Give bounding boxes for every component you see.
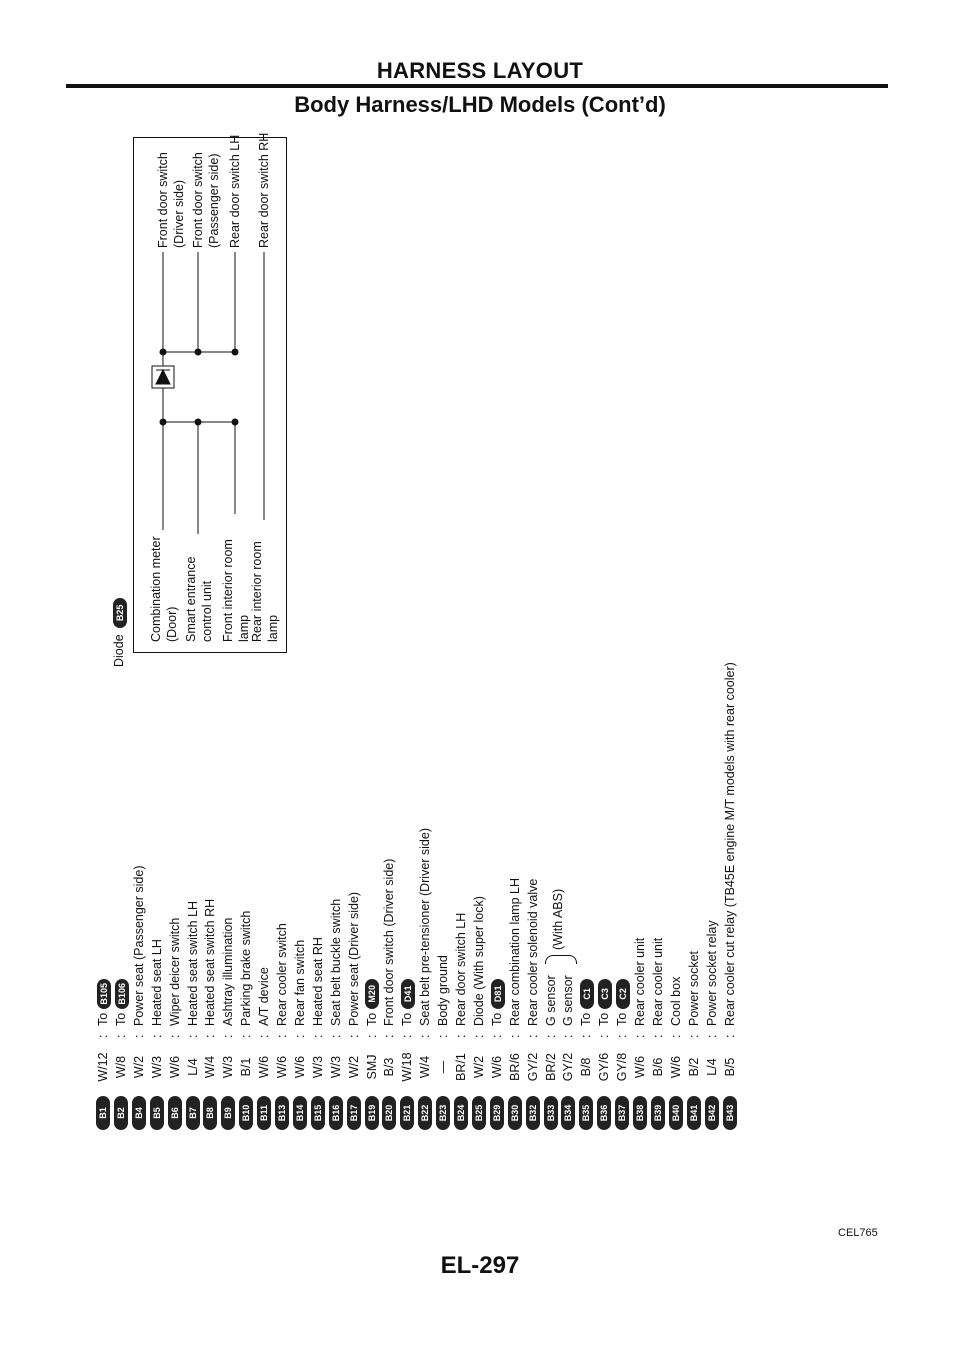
connector-description	[219, 918, 237, 1026]
junction-dot	[160, 349, 167, 356]
wire-color: W/12	[96, 1052, 110, 1082]
description-text: Rear cooler switch	[275, 923, 289, 1026]
label-line: lamp	[237, 614, 251, 642]
connector-badge: B33	[544, 1096, 558, 1130]
description-text: Seat belt pre-tensioner (Driver side)	[418, 828, 433, 1026]
connector-badge: B32	[526, 1096, 540, 1130]
connector-row	[452, 270, 470, 1130]
wire-color: B/8	[579, 1057, 594, 1077]
connector-description	[291, 940, 309, 1026]
description-text: Rear cooler cut relay (TB45E engine M/T models with rear cooler)	[722, 662, 737, 1026]
target-connector-badge: B106	[115, 979, 129, 1009]
diode-label-text: Diode	[112, 634, 126, 667]
label-line: Front door switch	[191, 152, 205, 248]
description-text: Rear combination lamp LH	[507, 878, 522, 1026]
description-text: Cool box	[668, 976, 683, 1026]
separator: :	[96, 1034, 110, 1038]
target-connector-badge: D41	[401, 979, 415, 1009]
description-text: Wiper deicer switch	[167, 917, 182, 1026]
connector-badge: B16	[329, 1096, 343, 1130]
separator: :	[257, 1034, 272, 1038]
separator: :	[131, 1034, 146, 1038]
description-text: Power seat (Passenger side)	[131, 865, 146, 1026]
target-connector-badge: C3	[598, 979, 612, 1009]
diode-symbol	[156, 370, 170, 384]
connector-row	[667, 270, 685, 1130]
connector-description	[631, 938, 649, 1026]
connector-row	[416, 270, 434, 1130]
connector-description	[148, 939, 166, 1026]
wire-color: BR/1	[454, 1053, 468, 1081]
connector-row	[363, 270, 381, 1130]
description-text: G sensor	[561, 975, 576, 1026]
separator: :	[686, 1034, 701, 1038]
connector-description	[416, 828, 434, 1026]
separator: :	[633, 1034, 647, 1038]
wire-color: W/2	[131, 1055, 146, 1079]
connector-description	[327, 899, 345, 1026]
separator: :	[543, 1034, 558, 1038]
separator: :	[489, 1034, 504, 1038]
page-subtitle: Body Harness/LHD Models (Cont’d)	[294, 92, 666, 117]
description-text: To	[579, 1012, 594, 1026]
connector-row	[434, 270, 452, 1130]
g-sensor-note: (With ABS)	[550, 888, 565, 950]
connector-row	[309, 270, 327, 1130]
connector-description	[577, 979, 595, 1026]
target-connector-badge: C1	[580, 979, 594, 1009]
connector-row	[291, 270, 309, 1130]
page-number: EL-297	[440, 1252, 520, 1279]
connector-badge: B21	[400, 1096, 414, 1130]
separator: :	[471, 1034, 486, 1038]
separator: :	[525, 1034, 540, 1038]
wire-color: BR/2	[543, 1053, 558, 1081]
junction-dot	[160, 419, 167, 426]
connector-badge: B35	[579, 1096, 593, 1130]
connector-description	[112, 979, 130, 1026]
label-line: Rear door switch LH	[228, 134, 242, 248]
connector-description	[363, 979, 381, 1026]
connector-badge: B6	[168, 1096, 182, 1130]
diode-connector-badge: B25	[113, 598, 127, 628]
connector-description	[613, 979, 631, 1026]
connector-badge: B40	[669, 1096, 683, 1130]
connector-badge: B37	[615, 1096, 629, 1130]
description-text: Power socket	[686, 950, 701, 1026]
wire-color: W/6	[292, 1055, 307, 1079]
separator: :	[579, 1034, 594, 1038]
wire-color: L/4	[704, 1058, 719, 1076]
connector-row	[398, 270, 416, 1130]
connector-row	[631, 270, 649, 1130]
separator: :	[185, 1034, 200, 1038]
connector-description	[721, 662, 739, 1026]
description-text: Diode (With super lock)	[471, 896, 486, 1026]
connector-badge: B7	[186, 1096, 200, 1130]
connector-description	[667, 977, 685, 1026]
connector-description	[470, 896, 488, 1026]
separator: :	[364, 1034, 379, 1038]
separator: :	[149, 1034, 164, 1038]
description-text: To	[400, 1012, 415, 1026]
connector-description	[166, 918, 184, 1026]
target-connector-badge: B105	[97, 979, 111, 1009]
wire-color: W/6	[167, 1055, 182, 1079]
description-text: Heated seat RH	[310, 937, 325, 1026]
page-title: HARNESS LAYOUT	[376, 58, 584, 83]
connector-description	[685, 951, 703, 1026]
connector-description	[237, 911, 255, 1026]
diode-input-label	[183, 557, 215, 642]
connector-badge: B9	[221, 1096, 235, 1130]
connector-badge: B30	[508, 1096, 522, 1130]
connector-badge: B41	[687, 1096, 701, 1130]
connector-row	[345, 270, 363, 1130]
diode-output-label	[256, 133, 272, 248]
connector-badge: B22	[418, 1096, 432, 1130]
connector-description	[201, 899, 219, 1026]
connector-badge: B29	[490, 1096, 504, 1130]
description-text: A/T device	[257, 967, 272, 1026]
junction-dot	[232, 419, 239, 426]
description-text: Rear cooler unit	[650, 937, 665, 1026]
wire-color: B/5	[722, 1057, 737, 1077]
wire-color: B/1	[239, 1057, 254, 1077]
connector-badge: B4	[132, 1096, 146, 1130]
label-line: Front interior room	[221, 539, 235, 642]
description-text: Heated seat switch LH	[185, 900, 200, 1026]
separator: :	[507, 1034, 522, 1038]
wire-color: GY/8	[615, 1052, 630, 1082]
target-connector-badge: C2	[616, 979, 630, 1009]
separator: :	[436, 1034, 451, 1038]
connector-row	[613, 270, 631, 1130]
separator: :	[292, 1034, 307, 1038]
separator: :	[597, 1034, 612, 1038]
connector-badge: B5	[150, 1096, 164, 1130]
separator: :	[668, 1034, 683, 1038]
connector-row	[488, 270, 506, 1130]
wire-color: W/3	[328, 1055, 343, 1079]
connector-badge: B11	[257, 1096, 271, 1130]
connector-badge: B34	[561, 1096, 575, 1130]
wire-color: W/2	[471, 1055, 486, 1079]
description-text: To	[96, 1012, 110, 1026]
connector-description	[94, 979, 112, 1026]
connector-description	[506, 878, 524, 1026]
diode-input-label	[249, 541, 281, 642]
description-text: To	[364, 1012, 379, 1026]
connector-description	[345, 892, 363, 1026]
wire-color: W/3	[310, 1055, 325, 1079]
connector-description	[255, 967, 273, 1026]
connector-row	[327, 270, 345, 1130]
separator: :	[328, 1034, 343, 1038]
connector-description	[595, 979, 613, 1026]
wire-color: W/8	[113, 1055, 128, 1079]
junction-dot	[195, 349, 202, 356]
connector-badge: B10	[239, 1096, 253, 1130]
connector-badge: B39	[651, 1096, 665, 1130]
separator: :	[275, 1034, 289, 1038]
connector-row	[577, 270, 595, 1130]
figure-code: CEL765	[838, 1227, 878, 1239]
connector-description	[559, 975, 577, 1026]
wire-color: W/6	[633, 1055, 647, 1079]
separator: :	[167, 1034, 182, 1038]
connector-description	[380, 859, 398, 1026]
wire-color: GY/2	[525, 1052, 540, 1082]
connector-badge: B20	[382, 1096, 396, 1130]
description-text: Body ground	[436, 955, 451, 1026]
wire-color: W/6	[668, 1055, 683, 1079]
label-line: lamp	[266, 614, 280, 642]
connector-description	[184, 901, 202, 1026]
separator: :	[113, 1034, 128, 1038]
description-text: Ashtray illumination	[221, 917, 236, 1026]
connector-badge: B24	[454, 1096, 468, 1130]
wire-color: W/6	[489, 1055, 504, 1079]
connector-badge: B25	[472, 1096, 486, 1130]
description-text: To	[615, 1012, 630, 1026]
description-text: Front door switch (Driver side)	[382, 858, 397, 1026]
separator: :	[400, 1034, 415, 1038]
separator: :	[561, 1034, 576, 1038]
connector-badge: B38	[633, 1096, 647, 1130]
label-line: control unit	[200, 580, 214, 642]
target-connector-badge: D81	[491, 979, 505, 1009]
description-text: Seat belt buckle switch	[328, 898, 343, 1026]
diode-output-label	[190, 152, 222, 248]
connector-badge: B43	[723, 1096, 737, 1130]
connector-description	[488, 979, 506, 1026]
separator: :	[454, 1034, 468, 1038]
diode-diagram	[110, 132, 290, 675]
junction-dot	[195, 419, 202, 426]
label-line: (Driver side)	[172, 179, 186, 248]
diode-output-label	[227, 135, 243, 248]
wire-color: B/3	[382, 1057, 397, 1077]
wire-color: W/4	[418, 1055, 433, 1079]
separator: :	[615, 1034, 630, 1038]
diode-frame	[133, 132, 287, 653]
wire-color: GY/6	[597, 1052, 612, 1082]
connector-row	[595, 270, 613, 1130]
description-text: Power seat (Driver side)	[346, 891, 361, 1026]
connector-description	[398, 979, 416, 1026]
connector-badge: B23	[436, 1096, 450, 1130]
connector-row	[685, 270, 703, 1130]
description-text: Power socket relay	[704, 920, 719, 1026]
separator: :	[704, 1034, 719, 1038]
diode-input-label	[148, 536, 180, 642]
label-line: (Passenger side)	[207, 153, 221, 248]
separator: :	[650, 1034, 665, 1038]
label-line: Rear interior room	[250, 541, 264, 642]
connector-description	[452, 913, 470, 1026]
description-text: Parking brake switch	[239, 910, 254, 1026]
diode-input-label	[220, 539, 252, 642]
connector-description	[542, 975, 560, 1026]
description-text: To	[489, 1012, 504, 1026]
description-text: Rear fan switch	[292, 939, 307, 1026]
connector-badge: B17	[347, 1096, 361, 1130]
wire-color: W/2	[346, 1055, 361, 1079]
description-text: Heated seat switch RH	[203, 898, 218, 1026]
connector-description	[434, 955, 452, 1026]
connector-badge: B2	[114, 1096, 128, 1130]
connector-description	[649, 938, 667, 1026]
junction-dot	[232, 349, 239, 356]
separator: :	[203, 1034, 218, 1038]
wire-color: W/3	[149, 1055, 164, 1079]
wire-color: W/4	[203, 1055, 218, 1079]
separator: :	[382, 1034, 397, 1038]
connector-description	[273, 923, 291, 1026]
connector-badge: B15	[311, 1096, 325, 1130]
wire-color: W/18	[400, 1052, 415, 1082]
separator: :	[346, 1034, 361, 1038]
connector-row	[703, 270, 721, 1130]
label-line: Front door switch	[156, 152, 170, 248]
connector-row	[721, 270, 739, 1130]
diode-label	[110, 598, 128, 667]
separator: :	[239, 1034, 254, 1038]
connector-row	[542, 270, 560, 1130]
description-text: Rear cooler solenoid valve	[525, 878, 540, 1026]
description-text: To	[113, 1012, 128, 1026]
label-line: Combination meter	[149, 536, 163, 642]
wire-color: SMJ	[364, 1054, 379, 1080]
connector-row	[559, 270, 577, 1130]
description-text: Rear cooler unit	[633, 937, 647, 1026]
connector-badge: B42	[705, 1096, 719, 1130]
diode-output-label	[155, 152, 187, 248]
wire-color: W/3	[221, 1055, 236, 1079]
wire-color: W/6	[275, 1055, 289, 1079]
wire-color: —	[436, 1060, 451, 1074]
connector-row	[649, 270, 667, 1130]
label-line: (Door)	[165, 606, 179, 642]
header-rule	[66, 84, 888, 88]
separator: :	[418, 1034, 433, 1038]
separator: :	[722, 1034, 737, 1038]
connector-description	[524, 879, 542, 1026]
wire-color: B/2	[686, 1057, 701, 1077]
connector-description	[309, 937, 327, 1026]
wire-color: L/4	[185, 1058, 200, 1076]
wire-color: B/6	[650, 1057, 665, 1077]
description-text: Heated seat LH	[149, 939, 164, 1026]
target-connector-badge: M20	[365, 979, 379, 1009]
g-sensor-brace	[545, 955, 577, 964]
connector-row	[506, 270, 524, 1130]
connector-row	[470, 270, 488, 1130]
connector-row	[524, 270, 542, 1130]
connector-badge: B1	[96, 1096, 110, 1130]
separator: :	[310, 1034, 325, 1038]
description-text: Rear door switch LH	[454, 912, 468, 1026]
separator: :	[221, 1034, 236, 1038]
label-line: Smart entrance	[184, 556, 198, 642]
connector-badge: B14	[293, 1096, 307, 1130]
description-text: To	[597, 1012, 612, 1026]
connector-badge: B13	[275, 1096, 289, 1130]
wire-color: W/6	[257, 1055, 272, 1079]
connector-badge: B19	[365, 1096, 379, 1130]
wire-color: GY/2	[561, 1052, 576, 1082]
connector-row	[380, 270, 398, 1130]
connector-badge: B36	[597, 1096, 611, 1130]
connector-description	[703, 920, 721, 1026]
connector-description	[130, 866, 148, 1027]
connector-badge: B8	[203, 1096, 217, 1130]
label-line: Rear door switch RH	[257, 132, 271, 248]
description-text: G sensor	[543, 975, 558, 1026]
wire-color: BR/6	[507, 1053, 522, 1081]
